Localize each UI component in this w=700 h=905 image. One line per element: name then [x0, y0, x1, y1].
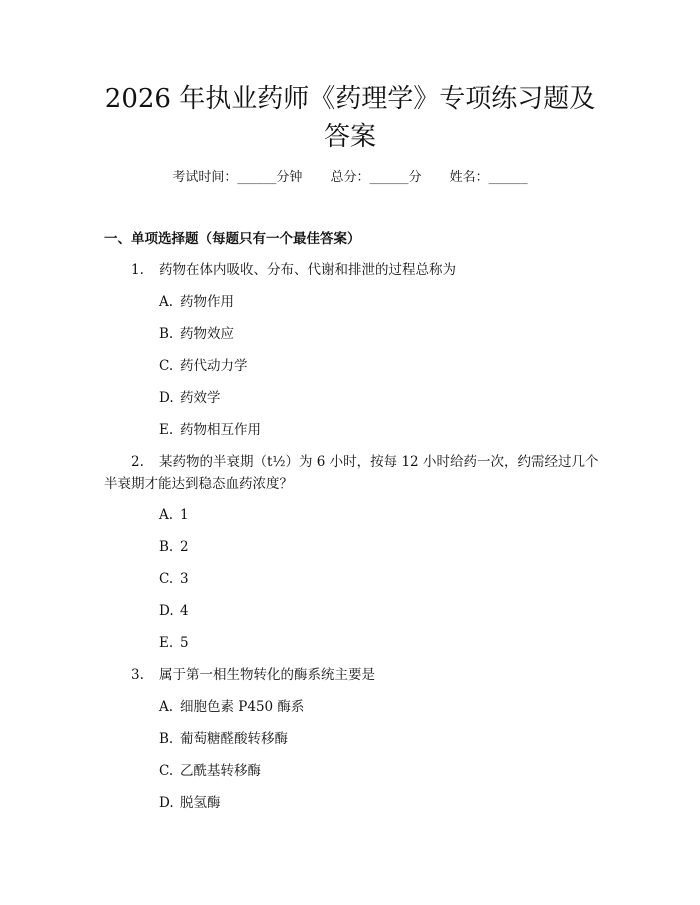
q3-option-a	[159, 697, 304, 717]
question-2-continuation: 半衰期才能达到稳态血药浓度？	[104, 476, 293, 492]
option-text: 葡萄糖醛酸转移酶	[180, 731, 288, 747]
option-text: 药代动力学	[180, 358, 248, 374]
option-text: 药物效应	[180, 326, 234, 342]
option-text: 药效学	[180, 390, 221, 406]
option-text: 药物相互作用	[180, 422, 261, 438]
option-text: 3	[180, 571, 189, 587]
option-text: 药物作用	[180, 294, 234, 310]
option-letter: A.	[159, 699, 174, 715]
question-3	[131, 665, 375, 685]
q1-option-e	[159, 420, 261, 440]
option-letter: A.	[159, 507, 174, 523]
option-letter: D.	[159, 390, 174, 406]
option-letter: D.	[159, 795, 174, 811]
q2-option-a	[159, 505, 189, 525]
q1-option-d	[159, 388, 221, 408]
option-letter: B.	[159, 731, 174, 747]
option-text: 4	[180, 603, 189, 619]
option-letter: B.	[159, 539, 174, 555]
question-number: 3.	[131, 667, 144, 683]
question-number: 2.	[131, 454, 144, 470]
document-title: 2026 年执业药师《药理学》专项练习题及答案	[104, 84, 596, 152]
q1-option-a	[159, 292, 234, 312]
option-text: 2	[180, 539, 189, 555]
option-letter: C.	[159, 571, 174, 587]
option-letter: C.	[159, 358, 174, 374]
q2-option-c	[159, 569, 189, 589]
q3-option-b	[159, 729, 288, 749]
option-letter: A.	[159, 294, 174, 310]
option-text: 1	[180, 507, 189, 523]
question-2	[131, 452, 598, 472]
question-text: 属于第一相生物转化的酶系统主要是	[159, 667, 375, 683]
q2-option-d	[159, 601, 189, 621]
q1-option-b	[159, 324, 234, 344]
option-text: 乙酰基转移酶	[180, 763, 261, 779]
student-name-field: 姓名：______	[449, 170, 528, 185]
option-letter: D.	[159, 603, 174, 619]
option-letter: E.	[159, 635, 174, 651]
option-letter: C.	[159, 763, 174, 779]
option-letter: E.	[159, 422, 174, 438]
option-text: 脱氢酶	[180, 795, 221, 811]
option-text: 细胞色素 P450 酶系	[180, 699, 305, 715]
total-score-field: 总分：______分	[330, 170, 422, 185]
exam-meta	[0, 168, 700, 188]
exam-time-field: 考试时间：______分钟	[172, 170, 303, 185]
question-text: 某药物的半衰期（t½）为 6 小时，按每 12 小时给药一次，约需经过几个	[159, 454, 599, 470]
question-1	[131, 260, 456, 280]
question-text: 药物在体内吸收、分布、代谢和排泄的过程总称为	[159, 262, 456, 278]
option-letter: B.	[159, 326, 174, 342]
q3-option-d	[159, 793, 221, 813]
q3-option-c	[159, 761, 261, 781]
option-text: 5	[180, 635, 189, 651]
section-heading: 一、单项选择题（每题只有一个最佳答案）	[104, 231, 361, 247]
q2-option-b	[159, 537, 189, 557]
question-number: 1.	[131, 262, 144, 278]
q2-option-e	[159, 633, 189, 653]
q1-option-c	[159, 356, 248, 376]
